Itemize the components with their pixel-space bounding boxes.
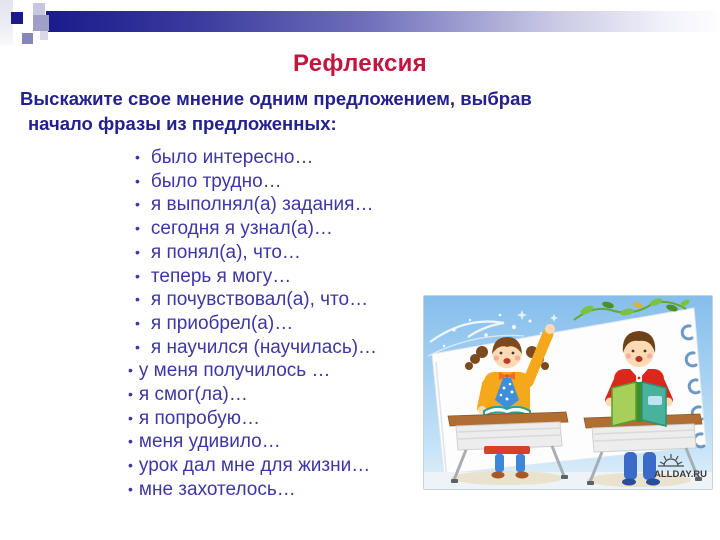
ground-shadow-left (451, 471, 563, 485)
bullet-icon: • (135, 243, 140, 260)
boy-book (612, 382, 666, 426)
watermark-text: ALLDAY.RU (654, 469, 707, 480)
list-item-text: меня удивило… (138, 431, 281, 453)
subtitle-line-1: Выскажите свое мнение одним предложением, выбрав (20, 88, 532, 109)
bullet-icon: • (135, 314, 140, 331)
list-item (128, 383, 377, 407)
accent-square-lavender-mid (33, 15, 49, 31)
header-gradient-bar (46, 11, 720, 32)
bullet-icon: • (128, 457, 133, 474)
list-item-text: у меня получилось … (138, 360, 331, 382)
list-item-text: я понял(а), что… (150, 241, 301, 263)
girl-chair-seat (484, 446, 530, 454)
bullet-icon: • (135, 149, 140, 165)
subtitle-line-2: начало фразы из предложенных: (28, 112, 337, 134)
boy-pant-left (624, 452, 637, 480)
list-item (128, 359, 377, 383)
bullet-icon: • (128, 362, 133, 379)
slide-title: Рефлексия (293, 50, 427, 77)
list-item (128, 478, 377, 502)
bullet-icon: • (135, 338, 140, 355)
list-item-text: я попробую… (138, 407, 260, 429)
list-item-text: я смог(ла)… (138, 384, 248, 406)
list-item-text: я приобрел(а)… (150, 312, 294, 334)
list-item (128, 407, 377, 431)
list-item-text: сегодня я узнал(а)… (150, 218, 333, 240)
list-item (135, 312, 377, 336)
bullet-icon: • (128, 409, 133, 426)
girl-sock-left (495, 454, 504, 472)
children-classroom-image (424, 296, 712, 489)
bullet-icon: • (135, 291, 140, 308)
bullet-icon: • (128, 480, 133, 497)
list-item (135, 217, 377, 241)
accent-square-lavender-top (33, 3, 45, 15)
girl-mouth (503, 358, 510, 364)
list-item (135, 170, 377, 194)
list-item-text: теперь я могу… (150, 265, 292, 287)
list-item-text: я выполнял(а) задания… (150, 194, 374, 216)
list-item (135, 146, 377, 170)
accent-square-violet (22, 33, 33, 44)
girl-raised-hand (545, 324, 555, 334)
list-item-text: было трудно… (150, 170, 282, 192)
list-item (135, 265, 377, 289)
phrase-list (128, 146, 377, 502)
accent-square-light (40, 31, 48, 40)
list-item (128, 454, 377, 478)
bullet-icon: • (135, 172, 140, 189)
bullet-icon: • (135, 220, 140, 237)
list-item-text: я почувствовал(а), что… (150, 289, 369, 311)
list-item (135, 193, 377, 217)
boy-mouth (635, 356, 642, 362)
list-item-text: было интересно… (150, 147, 314, 168)
bullet-icon: • (135, 196, 140, 213)
illustration (423, 295, 713, 490)
accent-square-navy (11, 12, 23, 24)
list-item (128, 430, 377, 454)
bullet-icon: • (135, 267, 140, 284)
slide-subtitle (20, 87, 640, 136)
list-item-text: мне захотелось… (138, 478, 296, 500)
list-item-text: я научился (научилась)… (150, 336, 378, 358)
bullet-icon: • (128, 386, 133, 403)
girl-sock-right (516, 454, 525, 472)
list-item-text: урок дал мне для жизни… (138, 455, 371, 477)
list-item (135, 288, 377, 312)
list-item (135, 241, 377, 265)
bullet-icon: • (128, 433, 133, 450)
list-item (135, 336, 377, 360)
